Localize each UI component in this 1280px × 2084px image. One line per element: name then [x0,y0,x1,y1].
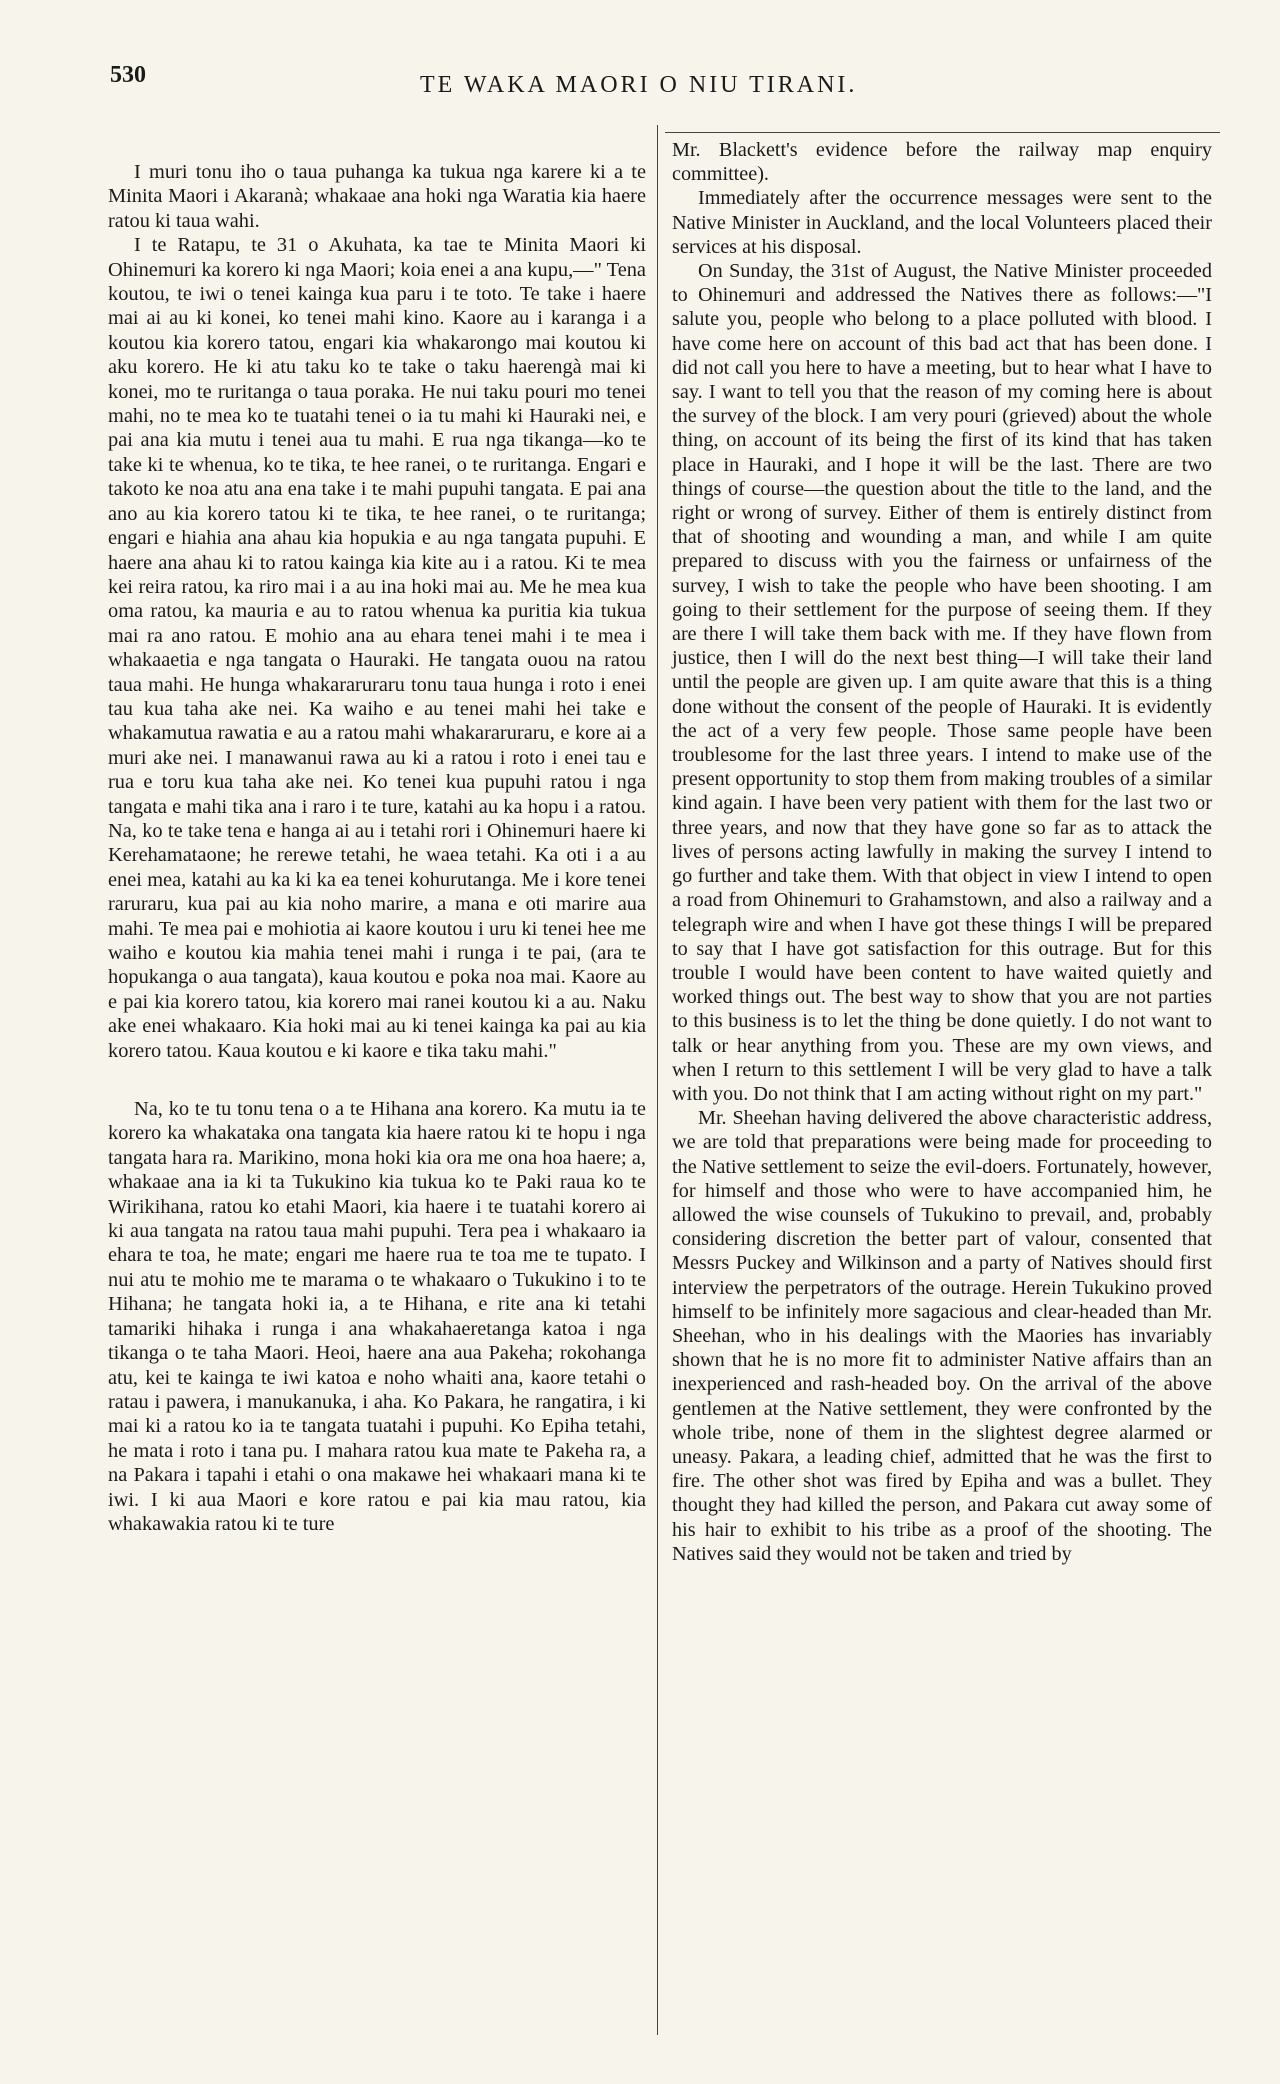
english-paragraph-2: Immediately after the occurrence messages were sent to the Native Minister in Auckland, and the local Volunteers placed their services at his disposal. [672,187,1212,258]
left-column [108,160,646,1536]
paragraph-gap [108,1063,646,1097]
column-divider [657,125,658,2035]
english-paragraph-4: Mr. Sheehan having delivered the above characteristic address, we are told that preparations were being made for proceeding to the Native settlement to seize the evil-doers. Fortunately, however, for himself and those who were to have accompanied him, he allowed the wise counsels of Tukukino to prevail, and, probably considering discretion the better part of valour, consented that Messrs Puckey and Wilkinson and a party of Natives should first interview the perpetrators of the outrage. Herein Tukukino proved himself to be infinitely more sagacious and clear-headed than Mr. Sheehan, who in his dealings with the Maories has invariably shown that he is no more fit to administer Native affairs than an inexperienced and rash-headed boy. On the arrival of the above gentlemen at the Native settlement, they were confronted by the whole tribe, none of them in the slightest degree alarmed or uneasy. Pakara, a leading chief, admitted that he was the first to fire. The other shot was fired by Epiha and was a bullet. They thought they had killed the person, and Pakara cut away some of his hair to exhibit to his tribe as a proof of the shooting. The Natives said they would not be taken and tried by [672,1107,1212,1565]
english-paragraph-1: Mr. Blackett's evidence before the railway map enquiry committee). [672,139,1212,186]
maori-paragraph-2: I te Ratapu, te 31 o Akuhata, ka tae te Minita Maori ki Ohinemuri ka korero ki nga Maori; koia enei a ana kupu,—" Tena koutou, te iwi o tenei kainga kua paru i te toto. Te take i haere mai ai au ki konei, ko tenei mahi kino. Kaore au i karanga i a koutou kia korero tatou, engari kia whakarongo mai koutou ki aku korero. He ki atu taku ko te take o taku haerengà mai ki konei, mo te ruritanga o taua poraka. He nui taku pouri mo tenei mahi, no te mea ko te tuatahi tenei o ia tu mahi ki Hauraki nei, e pai ana kia mutu i tenei aua tu mahi. E rua nga tikanga—ko te take ki te whenua, ko te tika, te hee ranei, o te ruritanga. Engari e takoto ke noa atu ana ena take i te mahi pupuhi tangata. E pai ana ano au kia korero tatou ki te tika, te hee ranei, o te ruritanga; engari e hiahia ana ahau kia hopukia e au nga tangata pupuhi. E haere ana ahau ki to ratou kainga kia kite au i a ratou. Ki te mea kei reira ratou, ka riro mai i a au ina hoki mai au. Me he mea kua oma ratou, ka mauria e au to ratou whenua ka puritia kia tukua mai ra ano ratou. E mohio ana au ehara tenei mahi i te mea i whakaaetia e nga tangata o Hauraki. He tangata ouou na ratou taua mahi. He hunga whakararuraru tonu taua hunga i roto i enei tau kua taha ake nei. Ka waiho e au tenei mahi hei take e whakamutua rawatia e au a ratou mahi whakararuraru, e kore ai a muri ake nei. I manawanui rawa au ki a ratou i roto i enei tau e rua e toru kua taha ake nei. Ko tenei kua pupuhi ratou i nga tangata e mahi tika ana i raro i te ture, katahi au ka hopu i a ratou. Na, ko te take tena e hanga ai au i tetahi rori i Ohinemuri haere ki Kerehamataone; he rerewe tetahi, he waea tetahi. Ka oti i a au enei mea, katahi au ka ki ka ea tenei kohurutanga. Me i kore tenei raruraru, kua pai au kia noho marire, a mana e oti marire aua mahi. Te mea pai e mohiotia ai kaore koutou i uru ki tenei hee me waiho e koutou kia mahia tenei mahi i runga i te pai, (ara te hopukanga o aua tangata), kaua koutou e poka noa mai. Kaore au e pai kia korero tatou, kia korero mai ranei koutou ki a au. Naku ake enei whakaaro. Kia hoki mai au ki tenei kainga ka pai au kia korero tatou. Kaua koutou e ki kaore e tika taku mahi." [108,234,646,1062]
running-title: TE WAKA MAORI O NIU TIRANI. [420,72,858,98]
page-header [110,62,1200,102]
maori-paragraph-1: I muri tonu iho o taua puhanga ka tukua nga karere ki a te Minita Maori i Akaranà; whakaae ana hoki nga Waratia kia haere ratou ki taua wahi. [108,161,646,232]
right-column [672,138,1212,1566]
page-number: 530 [110,62,146,88]
maori-paragraph-3: Na, ko te tu tonu tena o a te Hihana ana korero. Ka mutu ia te korero ka whakataka ona tangata kia haere ratou ki te hopu i nga tangata hara ra. Marikino, mona hoki kia ora me ona hoa haere; a, whakaae ana ia ki ta Tukukino kia tukua ko te Paki raua ko te Wirikihana, ratou ko etahi Maori, kia haere i te tuatahi korero ai ki aua tangata na ratou taua mahi pupuhi. Tera pea i whakaaro ia ehara te toa, he mate; engari me haere rua te toa me te tupato. I nui atu te mohio me te marama o te whakaaro o Tukukino i to te Hihana; he tangata hoki ia, a te Hihana, e rite ana ki tetahi tamariki hihaka i runga i ana whakahaeretanga katoa i nga tikanga o te taha Maori. Heoi, haere ana aua Pakeha; rokohanga atu, kei te kainga te iwi katoa e noho whaiti ana, kaore tetahi o ratau i pawera, i manukanuka, i aha. Ko Pakara, he rangatira, i ki mai ki a ratou ko ia te tangata tuatahi i pupuhi. Ko Epiha tetahi, he mata i roto i tana pu. I mahara ratou kua mate te Pakeha ra, a na Pakara i tapahi i etahi o ona makawe hei whakaari mana ki te iwi. I ki aua Maori e kore ratou e pai kia mau ratou, kia whakawakia ratou ki te ture [108,1098,646,1535]
english-paragraph-3: On Sunday, the 31st of August, the Native Minister proceeded to Ohinemuri and addressed the Natives there as follows:—"I salute you, people who belong to a place polluted with blood. I have come here on account of this bad act that has been done. I did not call you here to have a meeting, but to hear what I have to say. I want to tell you that the reason of my coming here is about the survey of the block. I am very pouri (grieved) about the whole thing, on account of its being the first of its kind that has taken place in Hauraki, and I hope it will be the last. There are two things of course—the question about the title to the land, and the right or wrong of survey. Either of them is entirely distinct from that of shooting and wounding a man, and while I am quite prepared to discuss with you the fairness or unfairness of the survey, I wish to take the people who have been shooting. I am going to their settlement for the purpose of seeing them. If they are there I will take them back with me. If they have flown from justice, then I will do the next best thing—I will take their land until the people are given up. I am quite aware that this is a thing done without the consent of the people of Hauraki. It is evidently the act of a very few people. Those same people have been troublesome for the last three years. I intend to make use of the present opportunity to stop them from making troubles of a similar kind again. I have been very patient with them for the last two or three years, and now that they have gone so far as to attack the lives of persons acting lawfully in making the survey I intend to go further and take them. With that object in view I intend to open a road from Ohinemuri to Grahamstown, and also a railway and a telegraph wire and when I have got these things I will be prepared to say that I have got satisfaction for this outrage. But for this trouble I would have been content to have waited quietly and worked things out. The best way to show that you are not parties to this business is to let the thing be done quietly. I do not want to talk or hear anything from you. These are my own views, and when I return to this settlement I will be very glad to have a talk with you. Do not think that I am acting without right on my part." [672,260,1212,1105]
right-column-rule [665,132,1220,133]
